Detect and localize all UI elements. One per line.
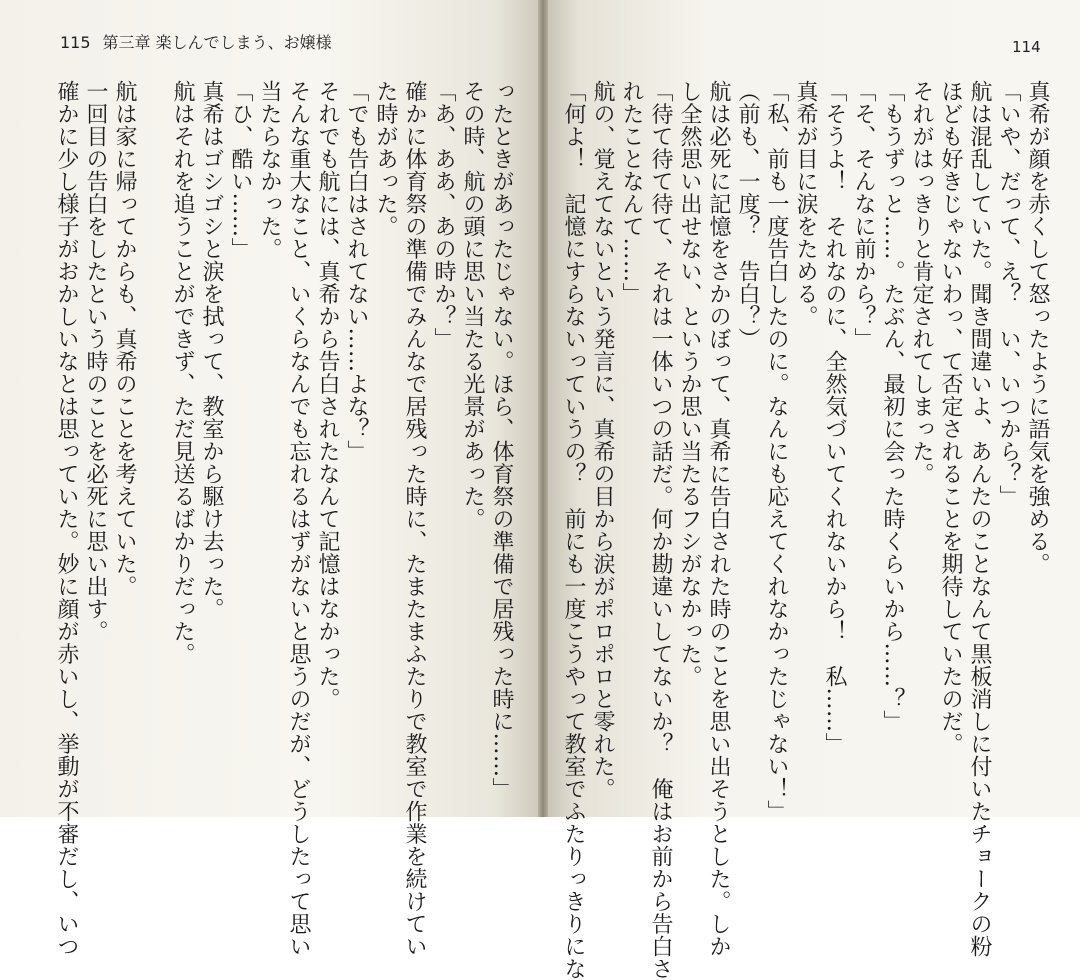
text-line: 「あ、ああ、あの時か？」	[431, 80, 456, 350]
right-page-number: 114	[1012, 38, 1041, 56]
left-page-body	[54, 80, 516, 958]
text-line: ほども好きじゃないわっ、て否定されることを期待していたのだ。	[938, 80, 963, 755]
text-line: それでも航には、真希から告白されたなんて記憶はなかった。	[315, 80, 340, 710]
text-line: その時、航の頭に思い当たる光景があった。	[460, 80, 485, 530]
chapter-title: 第三章 楽しんでしまう、お嬢様	[102, 33, 332, 52]
text-line: し全然思い出せない、というか思い当たるフシがなかった。	[677, 80, 702, 688]
text-line: 「そ、そんなに前から？」	[851, 80, 876, 350]
book-gutter	[538, 0, 548, 817]
text-line: 真希はゴシゴシと涙を拭って、教室から駆け去った。	[199, 80, 224, 620]
text-line: そんな重大なこと、いくらなんでも忘れるはずがないと思うのだが、どうしたって思い	[286, 80, 311, 958]
left-page-header	[60, 30, 332, 53]
text-line: （前も、一度？ 告白？）	[735, 80, 760, 350]
text-line: 航はそれを追うことができず、ただ見送るばかりだった。	[170, 80, 195, 665]
text-line: それがはっきりと肯定されてしまった。	[909, 80, 934, 485]
text-line: 真希が目に涙をためる。	[793, 80, 818, 328]
text-line: 確かに体育祭の準備でみんなで居残った時に、たまたまふたりで教室で作業を続けてい	[402, 80, 427, 958]
text-line	[139, 80, 168, 800]
text-line: 「私、前も一度告白したのに。なんにも応えてくれなかったじゃない！」	[764, 80, 789, 823]
text-line: 航は混乱していた。聞き間違いよ、あんたのことなんて黒板消しに付いたチョークの粉	[967, 80, 992, 958]
text-line: 「いや、だって、え？ い、いつから？」	[996, 80, 1021, 508]
text-line: 航は必死に記憶をさかのぼって、真希に告白された時のことを思い出そうとした。しか	[706, 80, 731, 958]
text-line: 「待て待て待て、それは一体いつの話だ。何か勘違いしてないか？ 俺はお前から告白さ	[648, 80, 673, 980]
text-line: 一回目の告白をしたという時のことを必死に思い出す。	[83, 80, 108, 643]
text-line: 「何よ！ 記憶にすらないっていうの？ 前にも一度こうやって教室でふたりっきりにな	[561, 80, 586, 980]
text-line: 「ひ、酷い……」	[228, 80, 253, 260]
text-line: 当たらなかった。	[257, 80, 282, 260]
text-line: 航は家に帰ってからも、真希のことを考えていた。	[112, 80, 137, 598]
text-line: 確かに少し様子がおかしいなとは思っていた。妙に顔が赤いし、挙動が不審だし、いつ	[54, 80, 79, 958]
text-line: 航の、覚えてないという発言に、真希の目から涙がポロポロと零れた。	[590, 80, 615, 800]
text-line: 「そうよ！ それなのに、全然気づいてくれないから！ 私……」	[822, 80, 847, 755]
left-page-number: 115	[60, 33, 91, 52]
text-line: 「もうずっと……。たぶん、最初に会った時くらいから……？」	[880, 80, 905, 733]
text-line: ったときがあったじゃない。ほら、体育祭の準備で居残った時に……」	[489, 80, 514, 800]
right-page-body	[561, 80, 1052, 980]
text-line: た時があった。	[373, 80, 398, 238]
text-line: 真希が顔を赤くして怒ったように語気を強める。	[1025, 80, 1050, 575]
text-line: 「でも告白はされてない……よな？」	[344, 80, 369, 463]
text-line: れたことなんて……」	[619, 80, 644, 305]
